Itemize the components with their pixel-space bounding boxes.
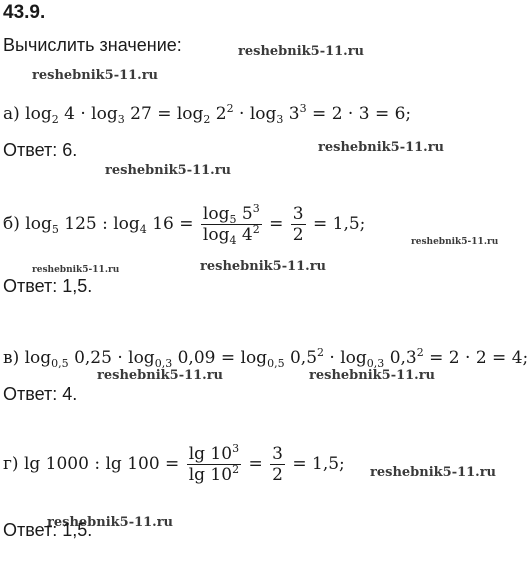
watermark: reshebnik5-11.ru [309,368,436,383]
part-label-a: а) [3,104,20,124]
answer-b: Ответ: 1,5. [3,276,93,296]
part-label-g: г) [3,454,19,474]
fraction: $\frac{\log_5 5^3}{\log_4 4^2}$ [202,202,260,247]
fraction: $\frac{3}{2}$ [292,204,304,245]
fraction: $\frac{3}{2}$ [272,444,283,485]
equation-b: б) $\log_5 125$ : $\log_4 16$ = $\frac{\log_5 5^3}{\log_4 4^2}$ = $\frac{3}{2}$ = 1,5; [3,202,366,247]
fraction: $\frac{\lg 10^3}{\lg 10^2}$ [188,442,240,485]
watermark: reshebnik5-11.ru [200,259,327,274]
equation-a: а) $\log_2 4 \cdot \log_3 27 = \log_2 2^2 \cdot \log_3 3^3 = 2 \cdot 3 = 6$; [3,102,412,126]
problem-number: 43.9. [3,2,46,23]
watermark: reshebnik5-11.ru [32,265,120,275]
task-text: Вычислить значение: [3,35,182,55]
watermark: reshebnik5-11.ru [32,68,159,83]
equation-v: в) $\log_{0,5} 0,25 \cdot \log_{0,3} 0,09 = \log_{0,5} 0,5^2 \cdot \log_{0,3} 0,3^2 = 2 \cdot 2 = 4$; [3,346,529,370]
part-label-v: в) [3,348,20,368]
part-label-b: б) [3,214,20,234]
watermark: reshebnik5-11.ru [411,237,499,247]
watermark: reshebnik5-11.ru [105,163,232,178]
answer-a: Ответ: 6. [3,140,78,160]
equation-g: г) lg 1000 : lg 100 = $\frac{\lg 10^3}{\lg 10^2}$ = $\frac{3}{2}$ = 1,5; [3,442,345,485]
watermark: reshebnik5-11.ru [47,515,174,530]
watermark: reshebnik5-11.ru [238,44,365,59]
answer-g: Ответ: 1,5. [3,520,93,540]
watermark: reshebnik5-11.ru [370,465,497,480]
answer-v: Ответ: 4. [3,384,78,404]
watermark: reshebnik5-11.ru [318,140,445,155]
watermark: reshebnik5-11.ru [97,368,224,383]
